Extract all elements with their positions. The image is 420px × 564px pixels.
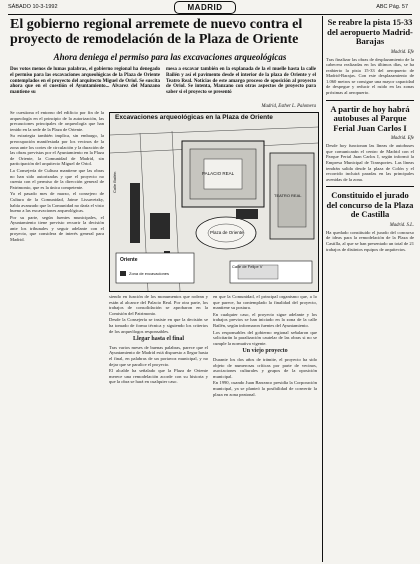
- lead-dek-right: mesa a excavar también en la explanada de la el muelle hasta la calle Bailén y así el pavimento desde el interior de la plaza de Oriente y el Teatro Real. Noticias de este amargo proceso de oposición al proyecto de Oriol. Se intenta, Manzano con otras aspectos de proyecto para saber si el proyecto se presentó: [166, 67, 316, 96]
- header-rule: [8, 14, 412, 15]
- section-label: MADRID: [174, 1, 236, 14]
- street-label: Calle Bailén: [112, 171, 117, 193]
- paragraph: Ya el pasado mes de marzo, el consejero de Cultura de la Comunidad, Jaime Lissavetzky, había avanzado que la Comunidad no daría el visto bueno a las excavaciones arqueológicas.: [10, 191, 104, 214]
- lead-headline: El gobierno regional arremete de nuevo contra el proyecto de remodelación de la Plaza de Oriente: [10, 17, 303, 47]
- column-divider: [322, 16, 323, 562]
- paragraph: Durante los dos años de trámite, el proyecto ha sido objeto de numerosas críticas por parte de vecinos, asociaciones culturales y grupos de la oposición municipal.: [213, 356, 317, 379]
- issue-date: SÁBADO 10-3-1992: [8, 4, 58, 10]
- bottom-street-label: Calle de Felipe V: [232, 264, 263, 269]
- subheading: Un viejo proyecto: [242, 348, 288, 355]
- paragraph: siendo en función de los monumentos que rodean y están al alcance del Palacio Real. Por otra parte, los trabajos de consolidación se aprobaron en la Comisión del Patrimonio.: [109, 294, 208, 316]
- paragraph: Los responsables del gobierno regional señalaron que solicitarán la paralización cautelar de las obras si no se cumple la normativa vigente.: [213, 329, 317, 346]
- brief-text: Desde hoy funcionan las líneas de autobuses que comunicarán el centro de Madrid con el Parque Ferial Juan Carlos I, según informó la Empresa Municipal de Transportes. Las líneas tendrán salida desde la plaza de Colón y el recorrido incluirá paradas en las principales avenidas de la zona.: [326, 143, 414, 182]
- paragraph: En 1990, cuando Juan Barranco presidía la Corporación municipal, ya se planteó la posibilidad de convertir la plaza en zona peatonal.: [213, 380, 317, 397]
- brief-byline: Madrid. S.L.: [389, 222, 414, 228]
- paragraph: Su estrategia también implica, sin embargo, la preocupación manifestada por los vecinos de la zona ante los cortes de circulación y la duración de las obras previstas por el Ayuntamiento en la Plaza de Oriente, la Comunidad de Madrid, sin participación del arquitecto Miguel de Oriol.: [10, 133, 104, 167]
- legend-entry: Zona de excavaciones: [129, 271, 170, 276]
- paragraph: Desde la Consejería se insiste en que la decisión se ha tomado de forma técnica y siguiendo los criterios de los arqueólogos responsables.: [109, 317, 208, 334]
- paragraph: en que la Comunidad, el principal organismo que, a lo que parece, ha contemplado la finalidad del proyecto, mantiene su postura.: [213, 294, 317, 311]
- brief-byline: Madrid. Efe: [390, 136, 414, 142]
- lead-dek-left: Dos votos menos de lumas palabras, el gobierno regional ha denegado el permiso para las excavaciones arqueológicas de la Plaza de Oriente contemplados en el proyecto del arquitecto Miguel de Oriol. Se suscita ahora que en el cuestión el Ayuntamiento... Alvarez del Manzano mantiene su: [10, 67, 160, 96]
- brief-byline: Madrid. Efe: [390, 49, 414, 55]
- news-briefs-sidebar: [326, 18, 414, 562]
- brief-divider: [326, 100, 414, 101]
- article-column-1: [10, 110, 104, 562]
- article-column-3: [213, 294, 317, 562]
- theatre-label: TEATRO REAL: [274, 193, 302, 198]
- map-drawing: [110, 113, 318, 291]
- article-column-2: [109, 294, 208, 562]
- palace-label: PALACIO REAL: [202, 171, 235, 176]
- brief-divider: [326, 186, 414, 187]
- paragraph: Por su parte, según fuentes municipales, el Ayuntamiento tiene previsto recurrir la decisión ante los tribunales y seguir adelante con el proyecto, que considera de interés general para Madrid.: [10, 214, 104, 243]
- paragraph: El alcalde ha señalado que la Plaza de Oriente merece una remodelación acorde con su historia y que la obra se hará en cualquier caso.: [109, 368, 208, 385]
- lead-byline: Madrid, Esther L. Palomera: [261, 104, 316, 109]
- brief-text: Tras finalizar las obras de desplazamiento de la cabecera realizadas en los últimos días, se ha reabierto la pista 15-33 del aeropuerto de Madrid-Barajas. Con este desplazamiento de 1.060 metros se consigue una mayor capacidad de despegue y reducir el ruido en las zonas próximas al aeropuerto.: [326, 56, 414, 96]
- brief-headline: Se reabre la pista 15-33 del aeropuerto Madrid-Barajas: [327, 18, 413, 46]
- subheading: Llegar hasta el final: [132, 336, 185, 343]
- brief-text: Ha quedado constituido el jurado del concurso de ideas para la remodelación de la Plaza de Castilla, al que se han presentado un total de 21 trabajos de distintos equipos de arquitectos.: [326, 229, 414, 252]
- page-number: ABC Pág. 57: [376, 4, 408, 10]
- plaza-label: Plaza de Oriente: [210, 230, 244, 235]
- paragraph: En cualquier caso, el proyecto sigue adelante y los trabajos previos se han iniciado en la zona de la calle Bailén, según informaron fuentes del Ayuntamiento.: [213, 311, 317, 328]
- paragraph: Tras varios meses de buenas palabras, parece que el Ayuntamiento de Madrid está dispuesto a llegar hasta el final, en palabras de un portavoz municipal, y no dejar que se paralice el proyecto.: [109, 344, 208, 367]
- paragraph: Se cuestiona el entorno del edificio por fin de la arqueología en el principio de la autorización, las precauciones principales de arqueología que han tenido en la sede de la Plaza de Oriente.: [10, 110, 104, 132]
- excavation-map: [109, 112, 319, 292]
- brief-headline: Constituido el jurado del concurso de la Plaza de Castilla: [326, 190, 414, 220]
- paragraph: La Consejería de Cultura mantiene que las obras no han sido autorizadas y que el proyecto no cuenta con el permiso de la dirección general de Patrimonio, que es la única competente.: [10, 167, 104, 190]
- brief-headline: A partir de hoy habrá autobuses al Parque Ferial Juan Carlos I: [330, 103, 410, 133]
- map-title: Excavaciones arqueológicas en la Plaza de Oriente: [115, 114, 273, 121]
- lead-subhead: Ahora deniega el permiso para las excavaciones arqueológicas: [53, 52, 287, 62]
- legend-title: Oriente: [120, 257, 138, 263]
